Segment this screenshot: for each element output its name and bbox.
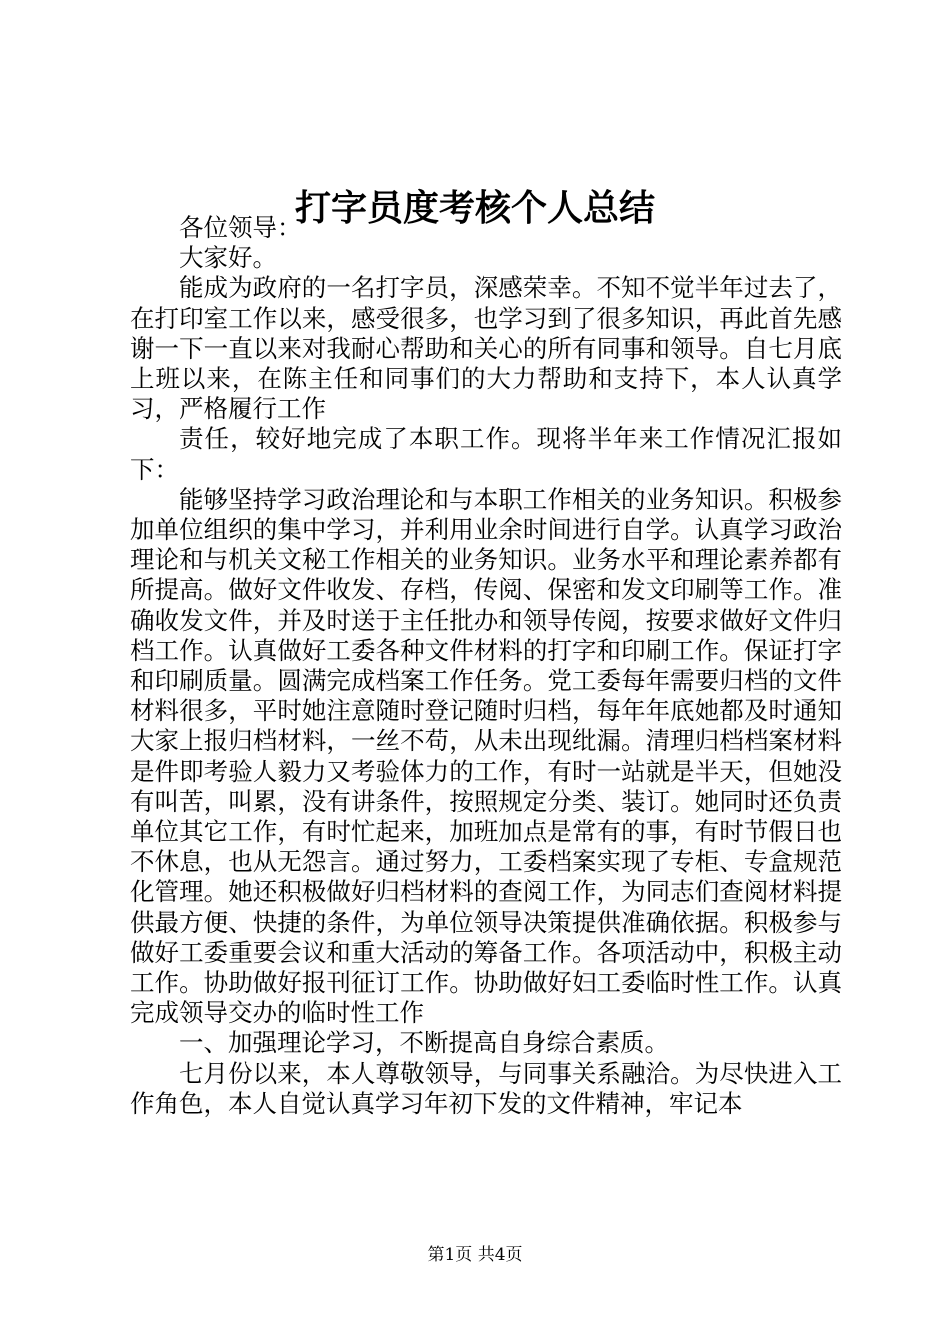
paragraph: 七月份以来，本人尊敬领导，与同事关系融洽。为尽快进入工作角色，本人自觉认真学习年初下发的文件精神，牢记本 [130,1058,842,1118]
paragraph: 责任，较好地完成了本职工作。现将半年来工作情况汇报如下： [130,424,842,484]
salutation: 各位领导： [179,213,302,242]
page-title: 打字员度考核个人总结 [294,187,655,229]
section-heading: 一、加强理论学习，不断提高自身综合素质。 [179,1028,669,1058]
page-footer: 第1页 共4页 [427,1245,523,1265]
paragraph: 能成为政府的一名打字员，深感荣幸。不知不觉半年过去了，在打印室工作以来，感受很多，也学习到了很多知识，再此首先感谢一下一直以来对我耐心帮助和关心的所有同事和领导。自七月底上班以来，在陈主任和同事们的大力帮助和支持下，本人认真学习，严格履行工作 [130,273,842,424]
document-body [130,213,842,1119]
paragraph: 能够坚持学习政治理论和与本职工作相关的业务知识。积极参加单位组织的集中学习，并利用业余时间进行自学。认真学习政治理论和与机关文秘工作相关的业务知识。业务水平和理论素养都有所提高。做好文件收发、存档，传阅、保密和发文印刷等工作。准确收发文件，并及时送于主任批办和领导传阅，按要求做好文件归档工作。认真做好工委各种文件材料的打字和印刷工作。保证打字和印刷质量。圆满完成档案工作任务。党工委每年需要归档的文件材料很多，平时她注意随时登记随时归档，每年年底她都及时通知大家上报归档材料，一丝不苟，从未出现纰漏。清理归档档案材料是件即考验人毅力又考验体力的工作，有时一站就是半天，但她没有叫苦，叫累，没有讲条件，按照规定分类、装订。她同时还负责单位其它工作，有时忙起来，加班加点是常有的事，有时节假日也不休息，也从无怨言。通过努力，工委档案实现了专柜、专盒规范化管理。她还积极做好归档材料的查阅工作，为同志们查阅材料提供最方便、快捷的条件，为单位领导决策提供准确依据。积极参与做好工委重要会议和重大活动的筹备工作。各项活动中，积极主动工作。协助做好报刊征订工作。协助做好妇工委临时性工作。认真完成领导交办的临时性工作 [130,484,842,1028]
greeting: 大家好。 [179,243,277,273]
